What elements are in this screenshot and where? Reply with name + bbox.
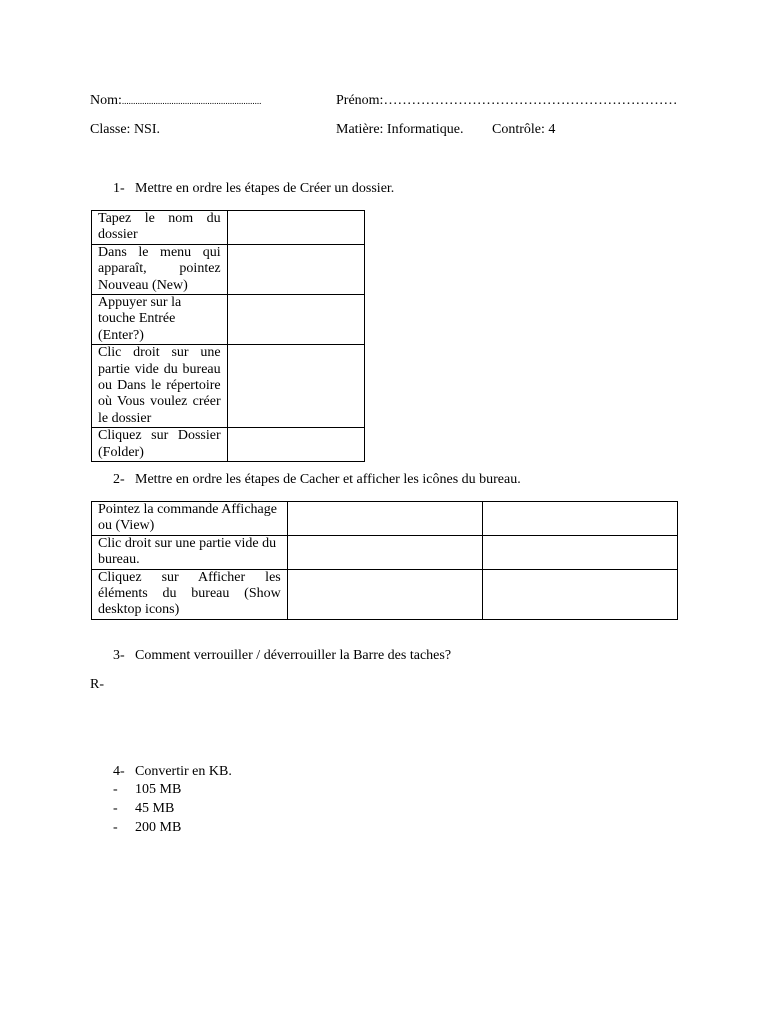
table-row bbox=[92, 345, 365, 428]
list-item-value: 200 MB bbox=[135, 820, 182, 835]
order-cell[interactable] bbox=[227, 345, 364, 428]
controle-text: Contrôle: 4 bbox=[492, 122, 556, 137]
classe-text: Classe: NSI. bbox=[90, 122, 160, 137]
order-cell[interactable] bbox=[227, 244, 364, 294]
question-4 bbox=[113, 763, 232, 780]
nom-label: Nom: bbox=[90, 93, 122, 108]
step-cell: Clic droit sur une partie vide du bureau. bbox=[92, 535, 288, 569]
step-cell: Tapez le nom du dossier bbox=[92, 211, 228, 245]
step-cell: Appuyer sur la touche Entrée (Enter?) bbox=[92, 295, 228, 345]
question-1 bbox=[113, 180, 394, 197]
step-cell: Cliquez sur Dossier (Folder) bbox=[92, 428, 228, 462]
order-cell[interactable] bbox=[227, 295, 364, 345]
table-row bbox=[92, 211, 365, 245]
prenom-line bbox=[336, 92, 677, 109]
table-row bbox=[92, 535, 678, 569]
step-cell: Clic droit sur une partie vide du bureau ou Dans le répertoire où Vous voulez créer le dossier bbox=[92, 345, 228, 428]
question-1-text: Mettre en ordre les étapes de Créer un dossier. bbox=[135, 181, 395, 196]
list-item-value: 45 MB bbox=[135, 801, 175, 816]
nom-blank: .............................................................. bbox=[121, 96, 262, 106]
table-row bbox=[92, 295, 365, 345]
order-cell[interactable] bbox=[287, 535, 483, 569]
list-bullet: - bbox=[113, 820, 118, 835]
question-3-number: 3- bbox=[113, 648, 125, 663]
question-1-table bbox=[91, 210, 365, 462]
matiere-text: Matière: Informatique. bbox=[336, 122, 464, 137]
step-cell: Pointez la commande Affichage ou (View) bbox=[92, 502, 288, 536]
table-row bbox=[92, 502, 678, 536]
question-4-number: 4- bbox=[113, 764, 125, 779]
prenom-blank: ……………………………………………………… bbox=[383, 93, 678, 108]
question-3-text: Comment verrouiller / déverrouiller la Barre des taches? bbox=[135, 648, 452, 663]
list-item bbox=[113, 800, 174, 817]
table-row bbox=[92, 569, 678, 619]
prenom-label: Prénom: bbox=[336, 93, 384, 108]
order-cell[interactable] bbox=[483, 569, 678, 619]
list-bullet: - bbox=[113, 801, 118, 816]
step-cell: Cliquez sur Afficher les éléments du bureau (Show desktop icons) bbox=[92, 569, 288, 619]
question-1-number: 1- bbox=[113, 181, 125, 196]
order-cell[interactable] bbox=[227, 211, 364, 245]
list-bullet: - bbox=[113, 782, 118, 797]
list-item bbox=[113, 819, 181, 836]
question-2-text: Mettre en ordre les étapes de Cacher et afficher les icônes du bureau. bbox=[135, 472, 521, 487]
order-cell[interactable] bbox=[287, 569, 483, 619]
question-3 bbox=[113, 647, 451, 664]
order-cell[interactable] bbox=[483, 535, 678, 569]
table-row bbox=[92, 428, 365, 462]
order-cell[interactable] bbox=[483, 502, 678, 536]
question-2-number: 2- bbox=[113, 472, 125, 487]
answer-prefix: R- bbox=[90, 677, 104, 692]
order-cell[interactable] bbox=[287, 502, 483, 536]
question-4-text: Convertir en KB. bbox=[135, 764, 232, 779]
order-cell[interactable] bbox=[227, 428, 364, 462]
nom-line bbox=[90, 92, 261, 110]
question-2-table bbox=[91, 501, 678, 620]
question-2 bbox=[113, 471, 521, 488]
step-cell: Dans le menu qui apparaît, pointez Nouveau (New) bbox=[92, 244, 228, 294]
table-row bbox=[92, 244, 365, 294]
list-item-value: 105 MB bbox=[135, 782, 182, 797]
list-item bbox=[113, 781, 181, 798]
